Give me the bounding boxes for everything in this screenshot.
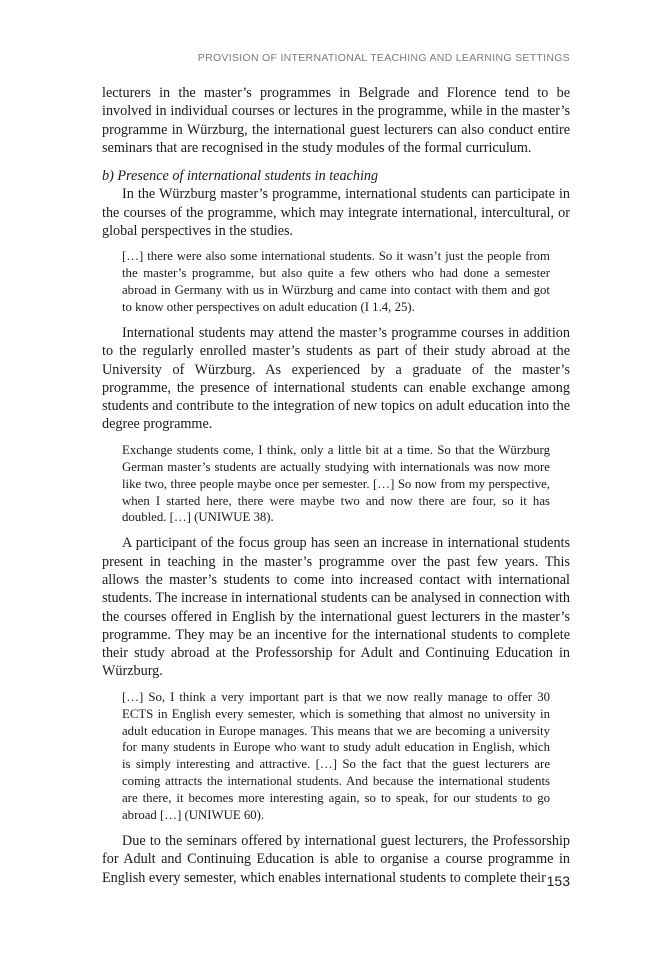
running-head: PROVISION OF INTERNATIONAL TEACHING AND LEARNING SETTINGS: [197, 52, 570, 64]
paragraph-2: In the Würzburg master’s programme, international students can participate in the courses of the programme, which may integrate international, intercultural, or global perspectives in the studies.: [102, 186, 570, 240]
page-body: [102, 84, 570, 887]
paragraph-4: A participant of the focus group has seen an increase in international students present in teaching in the master’s programme over the past few years. This allows the master’s students to come into increased contact with international students. The increase in international students can be analysed in connection with the courses offered in English by the international guest lecturers in the master’s programme. They may be an incentive for the international students to complete their study abroad at the Professorship for Adult and Continuing Education in Würzburg.: [102, 535, 570, 680]
section-subheading: b) Presence of international students in teaching: [102, 168, 379, 185]
block-quote-1: […] there were also some international students. So it wasn’t just the people from the master’s programme, but also quite a few others who had done a semester abroad in Germany with us in Würzburg and came into contact with them and got to know other perspectives on adult education (I 1.4, 25).: [122, 249, 550, 315]
block-quote-3: […] So, I think a very important part is that we now really manage to offer 30 ECTS in English every semester, which is something that almost no university in adult education in Europe manages. This means that we are becoming a university for many students in Europe who want to study adult education in English, which is simply interesting and attractive. […] So the fact that the guest lecturers are coming attracts the international students. And because the international students are there, it becomes more interesting again, so to speak, for our students to go abroad […] (UNIWUE 60).: [122, 689, 550, 823]
block-quote-2: Exchange students come, I think, only a little bit at a time. So that the Würzburg German master’s students are actually studying with internationals was now more like two, three people maybe once per semester. […] So now from my perspective, when I started here, there were maybe two and now there are four, so it has doubled. […] (UNIWUE 38).: [122, 442, 550, 525]
paragraph-3: International students may attend the master’s programme courses in addition to the regularly enrolled master’s students as part of their study abroad at the University of Würzburg. As experienced by a graduate of the master’s programme, the presence of international students can enable exchange among students and contribute to the integration of new topics on adult education into the degree programme.: [102, 325, 570, 433]
paragraph-5: Due to the seminars offered by international guest lecturers, the Professorship for Adult and Continuing Education is able to organise a course programme in English every semester, which enables international students to complete their: [102, 832, 570, 886]
paragraph-1: lecturers in the master’s programmes in Belgrade and Florence tend to be involved in individual courses or lectures in the programme, while in the master’s programme in Würzburg, the international guest lecturers can also conduct entire seminars that are recognised in the study modules of the formal curriculum.: [102, 85, 570, 156]
page-number: 153: [546, 873, 570, 889]
